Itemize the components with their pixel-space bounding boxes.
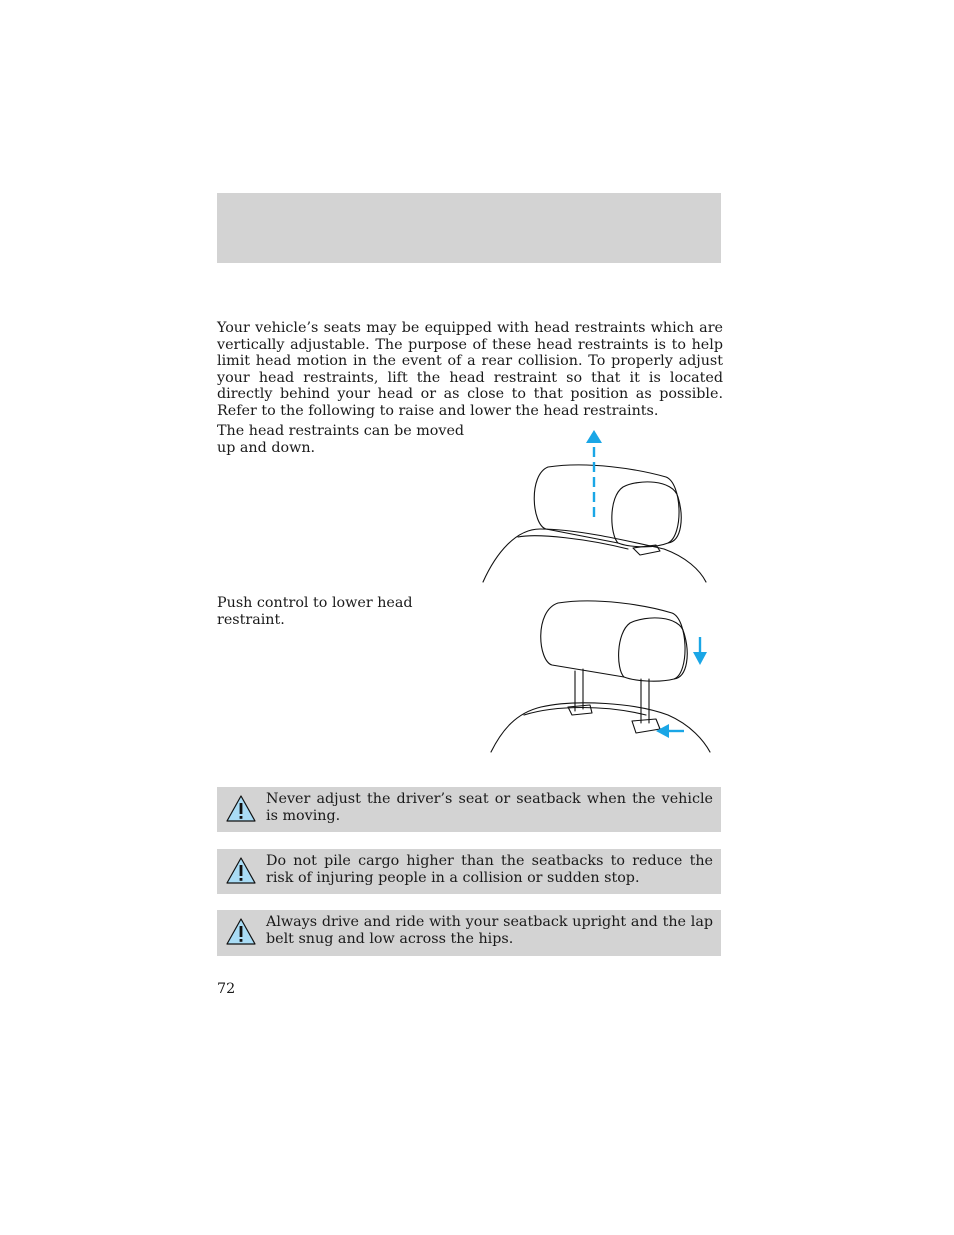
intro-paragraph: Your vehicle’s seats may be equipped with head restraints which are vertically adjustable. The purpose of these head restraints is to help limit head motion in the event of a rear collision. To properly adjust your head restraints, lift the head restraint so that it is located directly behind your head or as close to that position as possible. Refer to the following to raise and lower the head restraints. — [217, 320, 723, 419]
section-header-band — [217, 193, 721, 263]
warning-box-seatback-upright — [217, 910, 721, 956]
head-restraint-lower-illustration — [486, 595, 716, 757]
warning-text: Never adjust the driver’s seat or seatback when the vehicle is moving. — [266, 791, 713, 824]
figure-caption-lower: Push control to lower head restraint. — [217, 595, 413, 628]
head-restraint-raise-illustration — [478, 425, 713, 585]
warning-triangle-icon — [225, 917, 257, 947]
warning-triangle-icon — [225, 794, 257, 824]
warning-text: Do not pile cargo higher than the seatbacks to reduce the risk of injuring people in a collision or sudden stop. — [266, 853, 713, 886]
page-number: 72 — [217, 981, 236, 997]
warning-box-cargo — [217, 849, 721, 894]
warning-text: Always drive and ride with your seatback upright and the lap belt snug and low across the hips. — [266, 914, 713, 947]
figure-caption-move: The head restraints can be moved up and down. — [217, 423, 465, 456]
warning-triangle-icon — [225, 856, 257, 886]
warning-box-seat-adjust — [217, 787, 721, 832]
